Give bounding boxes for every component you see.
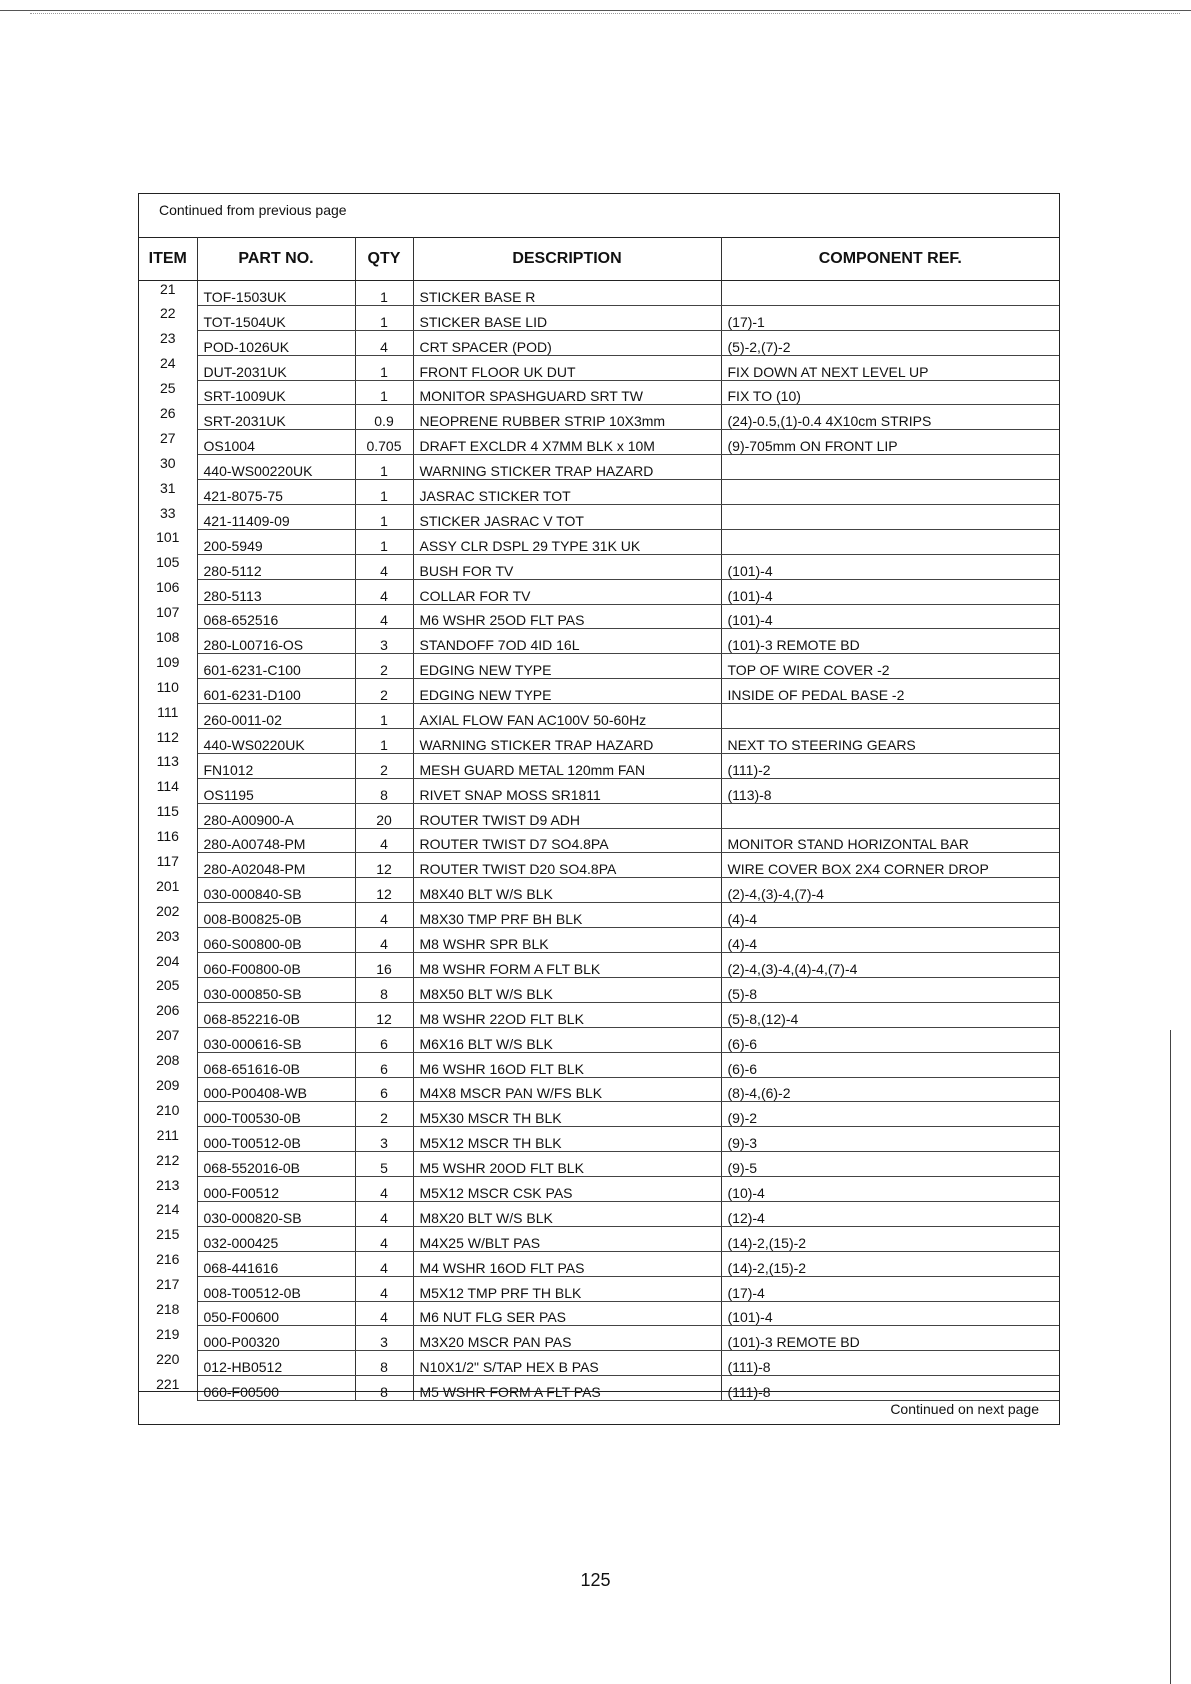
qty-cell: 12: [355, 1002, 413, 1027]
header-description: DESCRIPTION: [413, 238, 721, 281]
item-cell: 108: [139, 629, 197, 654]
description-cell: M8X40 BLT W/S BLK: [413, 878, 721, 903]
part-no-cell: 260-0011-02: [197, 704, 355, 729]
qty-cell: 8: [355, 977, 413, 1002]
table-row: [139, 729, 1059, 754]
description-cell: M6X16 BLT W/S BLK: [413, 1027, 721, 1052]
table-row: [139, 1251, 1059, 1276]
item-cell: 109: [139, 654, 197, 679]
table-row: [139, 1077, 1059, 1102]
item-cell: 113: [139, 753, 197, 778]
component-ref-cell: (113)-8: [721, 778, 1059, 803]
item-cell: 114: [139, 778, 197, 803]
table-row: [139, 878, 1059, 903]
qty-cell: 4: [355, 1251, 413, 1276]
part-no-cell: 068-852216-0B: [197, 1002, 355, 1027]
description-cell: JASRAC STICKER TOT: [413, 480, 721, 505]
component-ref-cell: (9)-2: [721, 1102, 1059, 1127]
description-cell: STICKER JASRAC V TOT: [413, 505, 721, 530]
item-cell: 214: [139, 1201, 197, 1226]
table-row: [139, 355, 1059, 380]
qty-cell: 8: [355, 778, 413, 803]
description-cell: M6 NUT FLG SER PAS: [413, 1301, 721, 1326]
continued-on-note: Continued on next page: [890, 1401, 1039, 1417]
component-ref-cell: [721, 480, 1059, 505]
item-cell: 217: [139, 1276, 197, 1301]
description-cell: M8 WSHR FORM A FLT BLK: [413, 953, 721, 978]
description-cell: STICKER BASE LID: [413, 305, 721, 330]
component-ref-cell: (5)-8,(12)-4: [721, 1002, 1059, 1027]
qty-cell: 2: [355, 679, 413, 704]
description-cell: M6 WSHR 25OD FLT PAS: [413, 604, 721, 629]
table-row: [139, 953, 1059, 978]
item-cell: 206: [139, 1002, 197, 1027]
part-no-cell: 280-A00900-A: [197, 803, 355, 828]
component-ref-cell: (14)-2,(15)-2: [721, 1226, 1059, 1251]
description-cell: NEOPRENE RUBBER STRIP 10X3mm: [413, 405, 721, 430]
item-cell: 116: [139, 828, 197, 853]
item-cell: 23: [139, 330, 197, 355]
table-row: [139, 1052, 1059, 1077]
parts-table: [139, 237, 1059, 1401]
item-cell: 221: [139, 1376, 197, 1401]
part-no-cell: FN1012: [197, 753, 355, 778]
item-cell: 105: [139, 554, 197, 579]
component-ref-cell: WIRE COVER BOX 2X4 CORNER DROP: [721, 853, 1059, 878]
qty-cell: 1: [355, 480, 413, 505]
description-cell: M5X12 TMP PRF TH BLK: [413, 1276, 721, 1301]
item-cell: 208: [139, 1052, 197, 1077]
qty-cell: 2: [355, 1102, 413, 1127]
component-ref-cell: (9)-5: [721, 1152, 1059, 1177]
qty-cell: 20: [355, 803, 413, 828]
part-no-cell: 000-P00408-WB: [197, 1077, 355, 1102]
qty-cell: 6: [355, 1077, 413, 1102]
component-ref-cell: (101)-3 REMOTE BD: [721, 629, 1059, 654]
item-cell: 219: [139, 1326, 197, 1351]
qty-cell: 1: [355, 281, 413, 306]
item-cell: 220: [139, 1351, 197, 1376]
description-cell: ROUTER TWIST D20 SO4.8PA: [413, 853, 721, 878]
description-cell: M6 WSHR 16OD FLT BLK: [413, 1052, 721, 1077]
component-ref-cell: (14)-2,(15)-2: [721, 1251, 1059, 1276]
table-row: [139, 654, 1059, 679]
parts-list-frame: [138, 193, 1060, 1425]
component-ref-cell: (17)-1: [721, 305, 1059, 330]
qty-cell: 2: [355, 753, 413, 778]
description-cell: M5 WSHR FORM A FLT PAS: [413, 1376, 721, 1401]
item-cell: 117: [139, 853, 197, 878]
qty-cell: 3: [355, 1326, 413, 1351]
description-cell: STICKER BASE R: [413, 281, 721, 306]
part-no-cell: 601-6231-D100: [197, 679, 355, 704]
table-row: [139, 330, 1059, 355]
description-cell: N10X1/2" S/TAP HEX B PAS: [413, 1351, 721, 1376]
component-ref-cell: (17)-4: [721, 1276, 1059, 1301]
table-row: [139, 1177, 1059, 1202]
component-ref-cell: [721, 803, 1059, 828]
item-cell: 218: [139, 1301, 197, 1326]
component-ref-cell: (4)-4: [721, 928, 1059, 953]
component-ref-cell: (6)-6: [721, 1052, 1059, 1077]
qty-cell: 3: [355, 1127, 413, 1152]
item-cell: 213: [139, 1177, 197, 1202]
table-row: [139, 529, 1059, 554]
qty-cell: 5: [355, 1152, 413, 1177]
description-cell: M8X20 BLT W/S BLK: [413, 1201, 721, 1226]
table-row: [139, 977, 1059, 1002]
description-cell: WARNING STICKER TRAP HAZARD: [413, 729, 721, 754]
description-cell: M4 WSHR 16OD FLT PAS: [413, 1251, 721, 1276]
table-row: [139, 1276, 1059, 1301]
item-cell: 201: [139, 878, 197, 903]
description-cell: CRT SPACER (POD): [413, 330, 721, 355]
header-qty: QTY: [355, 238, 413, 281]
part-no-cell: 032-000425: [197, 1226, 355, 1251]
table-row: [139, 753, 1059, 778]
part-no-cell: 200-5949: [197, 529, 355, 554]
description-cell: DRAFT EXCLDR 4 X7MM BLK x 10M: [413, 430, 721, 455]
table-row: [139, 380, 1059, 405]
qty-cell: 1: [355, 529, 413, 554]
component-ref-cell: (5)-8: [721, 977, 1059, 1002]
component-ref-cell: (101)-4: [721, 1301, 1059, 1326]
item-cell: 30: [139, 455, 197, 480]
table-row: [139, 480, 1059, 505]
table-row: [139, 579, 1059, 604]
component-ref-cell: (111)-8: [721, 1351, 1059, 1376]
component-ref-cell: (2)-4,(3)-4,(7)-4: [721, 878, 1059, 903]
table-row: [139, 1102, 1059, 1127]
description-cell: BUSH FOR TV: [413, 554, 721, 579]
description-cell: RIVET SNAP MOSS SR1811: [413, 778, 721, 803]
component-ref-cell: [721, 529, 1059, 554]
part-no-cell: 050-F00600: [197, 1301, 355, 1326]
part-no-cell: 440-WS00220UK: [197, 455, 355, 480]
component-ref-cell: [721, 704, 1059, 729]
table-row: [139, 1027, 1059, 1052]
part-no-cell: OS1195: [197, 778, 355, 803]
part-no-cell: 000-T00512-0B: [197, 1127, 355, 1152]
part-no-cell: 000-T00530-0B: [197, 1102, 355, 1127]
qty-cell: 4: [355, 330, 413, 355]
description-cell: ROUTER TWIST D9 ADH: [413, 803, 721, 828]
table-row: [139, 679, 1059, 704]
part-no-cell: 030-000820-SB: [197, 1201, 355, 1226]
component-ref-cell: (101)-3 REMOTE BD: [721, 1326, 1059, 1351]
page-number: 125: [580, 1570, 611, 1590]
top-scan-rule: [0, 10, 1191, 11]
item-cell: 212: [139, 1152, 197, 1177]
table-row: [139, 1376, 1059, 1401]
qty-cell: 1: [355, 355, 413, 380]
component-ref-cell: (6)-6: [721, 1027, 1059, 1052]
item-cell: 215: [139, 1226, 197, 1251]
part-no-cell: 008-T00512-0B: [197, 1276, 355, 1301]
part-no-cell: TOT-1504UK: [197, 305, 355, 330]
description-cell: M4X25 W/BLT PAS: [413, 1226, 721, 1251]
item-cell: 106: [139, 579, 197, 604]
description-cell: STANDOFF 7OD 4ID 16L: [413, 629, 721, 654]
description-cell: M5X12 MSCR TH BLK: [413, 1127, 721, 1152]
table-row: [139, 1326, 1059, 1351]
item-cell: 203: [139, 928, 197, 953]
qty-cell: 2: [355, 654, 413, 679]
part-no-cell: 030-000840-SB: [197, 878, 355, 903]
table-row: [139, 604, 1059, 629]
qty-cell: 4: [355, 604, 413, 629]
description-cell: ROUTER TWIST D7 SO4.8PA: [413, 828, 721, 853]
table-row: [139, 853, 1059, 878]
table-row: [139, 1226, 1059, 1251]
qty-cell: 12: [355, 853, 413, 878]
part-no-cell: 280-L00716-OS: [197, 629, 355, 654]
item-cell: 209: [139, 1077, 197, 1102]
qty-cell: 4: [355, 903, 413, 928]
component-ref-cell: [721, 505, 1059, 530]
part-no-cell: SRT-1009UK: [197, 380, 355, 405]
part-no-cell: SRT-2031UK: [197, 405, 355, 430]
item-cell: 24: [139, 355, 197, 380]
component-ref-cell: (24)-0.5,(1)-0.4 4X10cm STRIPS: [721, 405, 1059, 430]
component-ref-cell: (2)-4,(3)-4,(4)-4,(7)-4: [721, 953, 1059, 978]
part-no-cell: 601-6231-C100: [197, 654, 355, 679]
part-no-cell: 060-F00500: [197, 1376, 355, 1401]
table-row: [139, 281, 1059, 306]
item-cell: 211: [139, 1127, 197, 1152]
item-cell: 111: [139, 704, 197, 729]
header-item: ITEM: [139, 238, 197, 281]
table-row: [139, 903, 1059, 928]
component-ref-cell: (101)-4: [721, 604, 1059, 629]
part-no-cell: 000-F00512: [197, 1177, 355, 1202]
component-ref-cell: (8)-4,(6)-2: [721, 1077, 1059, 1102]
description-cell: M5X30 MSCR TH BLK: [413, 1102, 721, 1127]
qty-cell: 4: [355, 1226, 413, 1251]
item-cell: 101: [139, 529, 197, 554]
item-cell: 115: [139, 803, 197, 828]
description-cell: M3X20 MSCR PAN PAS: [413, 1326, 721, 1351]
component-ref-cell: (9)-3: [721, 1127, 1059, 1152]
table-row: [139, 803, 1059, 828]
component-ref-cell: NEXT TO STEERING GEARS: [721, 729, 1059, 754]
item-cell: 27: [139, 430, 197, 455]
component-ref-cell: MONITOR STAND HORIZONTAL BAR: [721, 828, 1059, 853]
item-cell: 202: [139, 903, 197, 928]
component-ref-cell: (5)-2,(7)-2: [721, 330, 1059, 355]
table-row: [139, 1002, 1059, 1027]
component-ref-cell: (111)-2: [721, 753, 1059, 778]
part-no-cell: 030-000616-SB: [197, 1027, 355, 1052]
item-cell: 33: [139, 505, 197, 530]
item-cell: 205: [139, 977, 197, 1002]
part-no-cell: 000-P00320: [197, 1326, 355, 1351]
component-ref-cell: [721, 455, 1059, 480]
component-ref-cell: (4)-4: [721, 903, 1059, 928]
part-no-cell: 280-A00748-PM: [197, 828, 355, 853]
parts-table-body: [139, 281, 1059, 1401]
description-cell: COLLAR FOR TV: [413, 579, 721, 604]
qty-cell: 4: [355, 1201, 413, 1226]
description-cell: EDGING NEW TYPE: [413, 679, 721, 704]
component-ref-cell: INSIDE OF PEDAL BASE -2: [721, 679, 1059, 704]
component-ref-cell: TOP OF WIRE COVER -2: [721, 654, 1059, 679]
item-cell: 112: [139, 729, 197, 754]
component-ref-cell: FIX DOWN AT NEXT LEVEL UP: [721, 355, 1059, 380]
description-cell: WARNING STICKER TRAP HAZARD: [413, 455, 721, 480]
qty-cell: 1: [355, 380, 413, 405]
table-row: [139, 828, 1059, 853]
qty-cell: 8: [355, 1351, 413, 1376]
component-ref-cell: (9)-705mm ON FRONT LIP: [721, 430, 1059, 455]
component-ref-cell: (101)-4: [721, 579, 1059, 604]
item-cell: 210: [139, 1102, 197, 1127]
component-ref-cell: (12)-4: [721, 1201, 1059, 1226]
part-no-cell: 421-11409-09: [197, 505, 355, 530]
part-no-cell: POD-1026UK: [197, 330, 355, 355]
item-cell: 22: [139, 305, 197, 330]
table-row: [139, 430, 1059, 455]
part-no-cell: 068-552016-0B: [197, 1152, 355, 1177]
qty-cell: 4: [355, 828, 413, 853]
qty-cell: 8: [355, 1376, 413, 1401]
description-cell: EDGING NEW TYPE: [413, 654, 721, 679]
qty-cell: 1: [355, 455, 413, 480]
qty-cell: 1: [355, 505, 413, 530]
header-part-no: PART NO.: [197, 238, 355, 281]
footer-rule: [139, 1391, 1059, 1392]
part-no-cell: 280-A02048-PM: [197, 853, 355, 878]
component-ref-cell: (101)-4: [721, 554, 1059, 579]
part-no-cell: 440-WS0220UK: [197, 729, 355, 754]
qty-cell: 6: [355, 1052, 413, 1077]
description-cell: M5X12 MSCR CSK PAS: [413, 1177, 721, 1202]
part-no-cell: 012-HB0512: [197, 1351, 355, 1376]
qty-cell: 4: [355, 1276, 413, 1301]
part-no-cell: 068-441616: [197, 1251, 355, 1276]
table-row: [139, 1351, 1059, 1376]
part-no-cell: 421-8075-75: [197, 480, 355, 505]
table-row: [139, 1152, 1059, 1177]
qty-cell: 12: [355, 878, 413, 903]
component-ref-cell: (111)-8: [721, 1376, 1059, 1401]
description-cell: M5 WSHR 20OD FLT BLK: [413, 1152, 721, 1177]
qty-cell: 16: [355, 953, 413, 978]
part-no-cell: 030-000850-SB: [197, 977, 355, 1002]
table-row: [139, 1201, 1059, 1226]
qty-cell: 1: [355, 704, 413, 729]
table-row: [139, 305, 1059, 330]
description-cell: M8 WSHR 22OD FLT BLK: [413, 1002, 721, 1027]
component-ref-cell: FIX TO (10): [721, 380, 1059, 405]
header-component-ref: COMPONENT REF.: [721, 238, 1059, 281]
part-no-cell: OS1004: [197, 430, 355, 455]
table-row: [139, 505, 1059, 530]
item-cell: 31: [139, 480, 197, 505]
table-row: [139, 928, 1059, 953]
component-ref-cell: [721, 281, 1059, 306]
part-no-cell: 068-652516: [197, 604, 355, 629]
part-no-cell: 280-5113: [197, 579, 355, 604]
qty-cell: 4: [355, 1177, 413, 1202]
top-scan-dotted-rule: [30, 13, 1180, 14]
continued-from-note: Continued from previous page: [159, 202, 347, 218]
table-header-row: [139, 238, 1059, 281]
qty-cell: 4: [355, 554, 413, 579]
qty-cell: 1: [355, 305, 413, 330]
description-cell: AXIAL FLOW FAN AC100V 50-60Hz: [413, 704, 721, 729]
qty-cell: 0.705: [355, 430, 413, 455]
table-row: [139, 1301, 1059, 1326]
item-cell: 25: [139, 380, 197, 405]
table-row: [139, 1127, 1059, 1152]
table-row: [139, 704, 1059, 729]
item-cell: 110: [139, 679, 197, 704]
part-no-cell: DUT-2031UK: [197, 355, 355, 380]
qty-cell: 6: [355, 1027, 413, 1052]
description-cell: M8X50 BLT W/S BLK: [413, 977, 721, 1002]
component-ref-cell: (10)-4: [721, 1177, 1059, 1202]
qty-cell: 0.9: [355, 405, 413, 430]
part-no-cell: 060-S00800-0B: [197, 928, 355, 953]
table-row: [139, 455, 1059, 480]
qty-cell: 4: [355, 928, 413, 953]
table-row: [139, 778, 1059, 803]
qty-cell: 4: [355, 579, 413, 604]
table-row: [139, 405, 1059, 430]
qty-cell: 3: [355, 629, 413, 654]
description-cell: M8 WSHR SPR BLK: [413, 928, 721, 953]
description-cell: ASSY CLR DSPL 29 TYPE 31K UK: [413, 529, 721, 554]
part-no-cell: 280-5112: [197, 554, 355, 579]
table-row: [139, 629, 1059, 654]
item-cell: 204: [139, 953, 197, 978]
qty-cell: 4: [355, 1301, 413, 1326]
item-cell: 216: [139, 1251, 197, 1276]
table-row: [139, 554, 1059, 579]
item-cell: 207: [139, 1027, 197, 1052]
part-no-cell: 068-651616-0B: [197, 1052, 355, 1077]
description-cell: M8X30 TMP PRF BH BLK: [413, 903, 721, 928]
item-cell: 21: [139, 281, 197, 306]
part-no-cell: 008-B00825-0B: [197, 903, 355, 928]
part-no-cell: TOF-1503UK: [197, 281, 355, 306]
qty-cell: 1: [355, 729, 413, 754]
description-cell: MONITOR SPASHGUARD SRT TW: [413, 380, 721, 405]
part-no-cell: 060-F00800-0B: [197, 953, 355, 978]
description-cell: MESH GUARD METAL 120mm FAN: [413, 753, 721, 778]
description-cell: FRONT FLOOR UK DUT: [413, 355, 721, 380]
item-cell: 107: [139, 604, 197, 629]
item-cell: 26: [139, 405, 197, 430]
description-cell: M4X8 MSCR PAN W/FS BLK: [413, 1077, 721, 1102]
